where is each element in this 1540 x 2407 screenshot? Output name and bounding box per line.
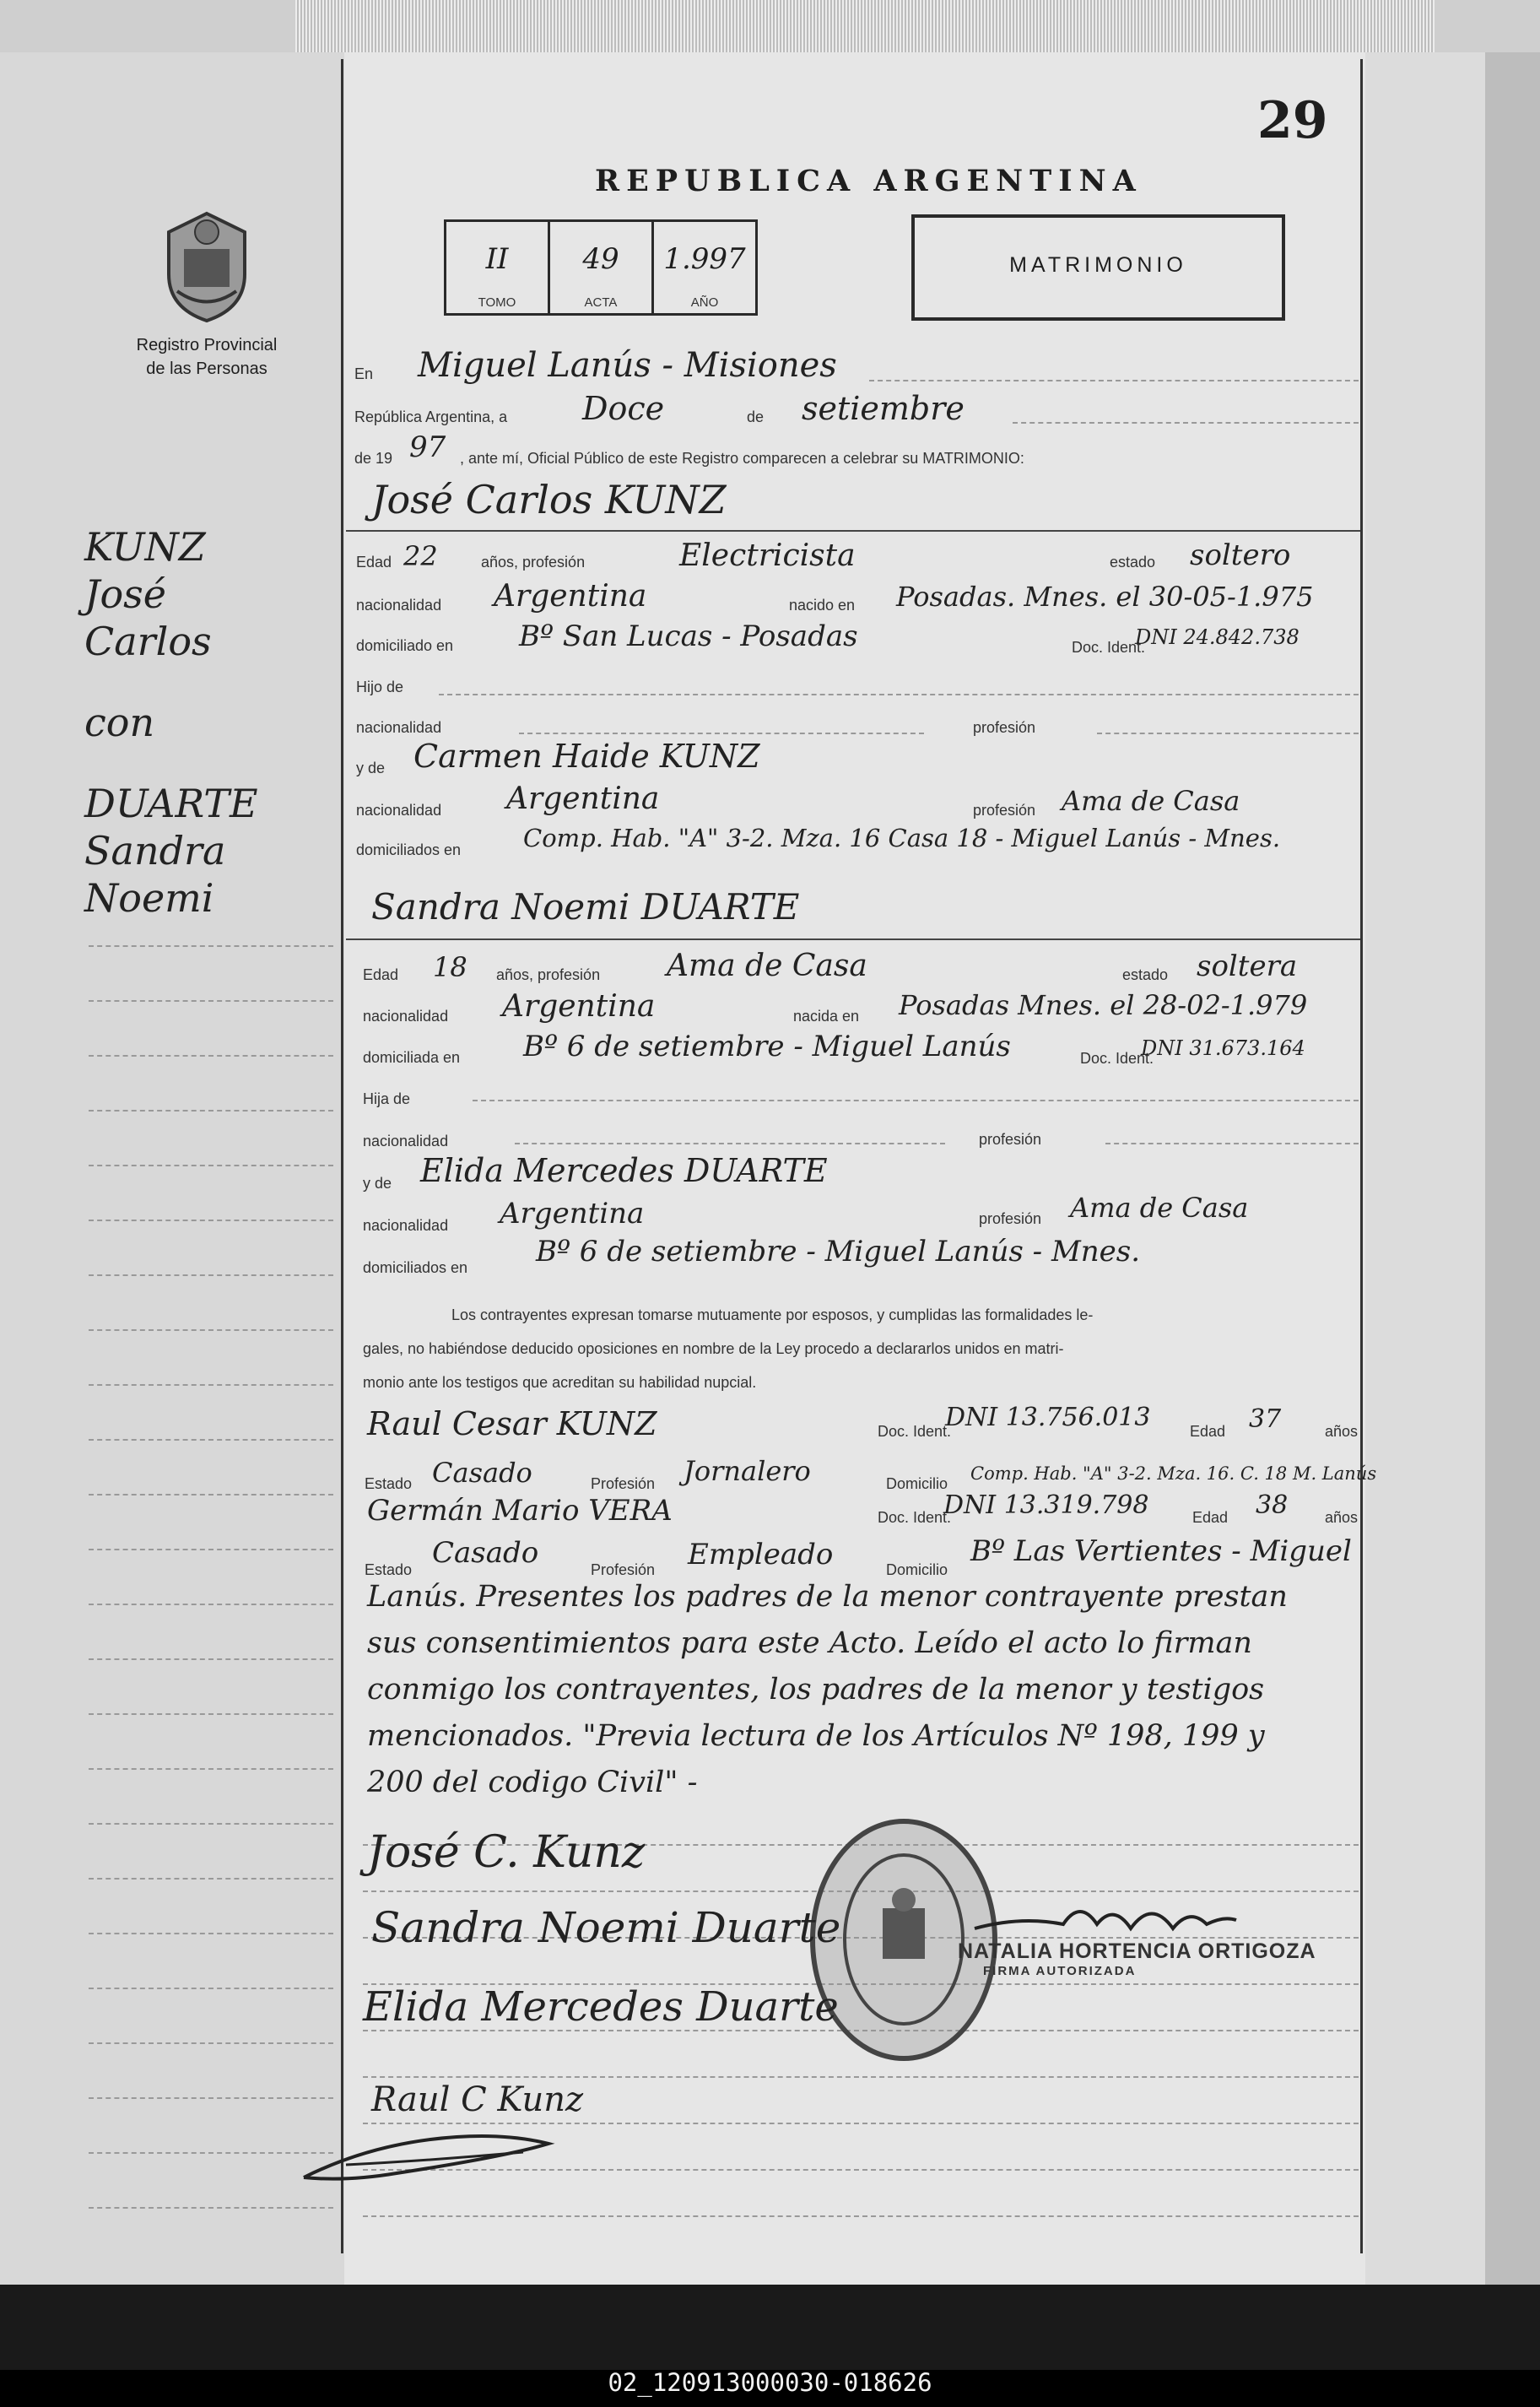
profesion-label: Profesión — [591, 1475, 656, 1492]
year-prefix: de 19 — [354, 450, 393, 467]
ano-cell — [654, 222, 755, 313]
image-caption: 02_120913000030-018626 — [608, 2368, 932, 2397]
hijo-label: Hijo de — [356, 679, 404, 695]
bride-mother: Elida Mercedes DUARTE — [420, 1152, 828, 1189]
bride-doc: DNI 31.673.164 — [1141, 1036, 1305, 1060]
official-title: FIRMA AUTORIZADA — [983, 1964, 1137, 1978]
fill-line — [1013, 422, 1359, 424]
edad-label: Edad — [363, 966, 399, 983]
en-label: En — [354, 365, 374, 382]
doc-label: Doc. Ident. — [878, 1423, 952, 1440]
witness-address: Bº Las Vertientes - Miguel — [970, 1534, 1352, 1568]
fill-line — [515, 1143, 945, 1144]
bride-address: Bº 6 de setiembre - Miguel Lanús — [523, 1030, 1011, 1063]
record-type-box — [911, 214, 1285, 321]
signature: Sandra Noemi Duarte — [371, 1903, 841, 1952]
fill-line — [869, 380, 1359, 381]
bride-mother-profession: Ama de Casa — [1070, 1192, 1249, 1224]
groom-profession: Electricista — [679, 538, 856, 573]
domiciliados-label: domiciliados en — [363, 1259, 468, 1276]
record-type: MATRIMONIO — [1009, 253, 1187, 277]
profesion-label: años, profesión — [481, 554, 586, 571]
year-suffix: 97 — [409, 430, 446, 464]
domiciliada-label: domiciliada en — [363, 1049, 461, 1066]
nacido-label: nacido en — [789, 597, 856, 614]
declaration — [363, 1298, 1359, 1399]
registry-name — [84, 333, 329, 381]
page-number: 29 — [1257, 91, 1328, 150]
notes-line: mencionados. "Previa lectura de los Artículos Nº 198, 199 y — [367, 1719, 1265, 1753]
section-rule — [346, 530, 1360, 532]
page-edges — [295, 0, 1435, 59]
tomo-acta-ano-box — [444, 219, 758, 316]
section-rule — [346, 938, 1360, 940]
bride-parents-address: Bº 6 de setiembre - Miguel Lanús - Mnes. — [536, 1235, 1141, 1268]
ano-value: 1.997 — [663, 242, 746, 276]
witness-age: 38 — [1256, 1490, 1289, 1520]
coat-of-arms-icon — [152, 207, 262, 329]
nacionalidad-label: nacionalidad — [363, 1133, 449, 1149]
fill-line — [519, 733, 924, 734]
right-page-edge — [1485, 52, 1540, 2285]
profesion-label: profesión — [973, 719, 1036, 736]
notes-line: conmigo los contrayentes, los padres de la menor y testigos — [367, 1673, 1265, 1707]
witness-address: Comp. Hab. "A" 3-2. Mza. 16. C. 18 M. Lanús — [970, 1463, 1377, 1484]
estado-label: estado — [1122, 966, 1169, 983]
handwritten-notes — [367, 1574, 1363, 1806]
witness-status: Casado — [432, 1457, 532, 1489]
nacionalidad-label: nacionalidad — [363, 1008, 449, 1025]
profesion-label: profesión — [979, 1210, 1042, 1227]
margin-note: DUARTE — [84, 781, 258, 826]
official-stamp — [958, 1939, 1316, 1978]
de-label: de — [747, 408, 765, 425]
declaration-line: gales, no habiéndose deducido oposiciones en nombre de la Ley procedo a declararlos unidos en matri- — [363, 1340, 1064, 1357]
signature: Raul C Kunz — [371, 2080, 584, 2119]
doc-label: Doc. Ident. — [1072, 639, 1146, 656]
acta-label: ACTA — [584, 295, 618, 310]
groom-doc: DNI 24.842.738 — [1135, 625, 1300, 649]
estado-label: estado — [1110, 554, 1156, 571]
groom-birth: Posadas. Mnes. el 30-05-1.975 — [896, 581, 1314, 613]
groom-address: Bº San Lucas - Posadas — [519, 619, 858, 653]
margin-note: con — [84, 700, 155, 745]
nacida-label: nacida en — [793, 1008, 860, 1025]
ano-label: AÑO — [690, 295, 719, 310]
bride-mother-nationality: Argentina — [500, 1197, 645, 1231]
groom-mother-profession: Ama de Casa — [1062, 785, 1240, 817]
place-value: Miguel Lanús - Misiones — [418, 346, 837, 385]
tomo-label: TOMO — [478, 295, 516, 310]
notes-line: sus consentimientos para este Acto. Leído el acto lo firman — [367, 1626, 1252, 1660]
witness-profession: Jornalero — [684, 1455, 811, 1487]
doc-label: Doc. Ident. — [878, 1509, 952, 1526]
nacionalidad-label: nacionalidad — [356, 802, 442, 819]
bride-birth: Posadas Mnes. el 28-02-1.979 — [899, 989, 1308, 1021]
edad-label: Edad — [1190, 1423, 1226, 1440]
nacionalidad-label: nacionalidad — [356, 597, 442, 614]
domiciliados-label: domiciliados en — [356, 841, 462, 858]
signature-flourish — [295, 2114, 574, 2194]
profesion-label: profesión — [973, 802, 1036, 819]
edad-label: Edad — [1192, 1509, 1229, 1526]
bride-age: 18 — [433, 951, 467, 983]
edad-label: Edad — [356, 554, 392, 571]
witness-doc: DNI 13.319.798 — [943, 1490, 1149, 1520]
estado-label: Estado — [365, 1475, 413, 1492]
margin-note: Carlos — [84, 619, 212, 664]
domicilio-label: Domicilio — [886, 1561, 948, 1578]
margin-note: Sandra — [84, 828, 226, 874]
profesion-label: Profesión — [591, 1561, 656, 1578]
margin-note: KUNZ — [84, 524, 206, 570]
acta-cell — [550, 222, 654, 313]
notes-line: Lanús. Presentes los padres de la menor contrayente prestan — [367, 1580, 1288, 1614]
bride-nationality: Argentina — [502, 989, 656, 1024]
witness-name: Raul Cesar KUNZ — [367, 1405, 657, 1442]
anos-label: años — [1325, 1509, 1359, 1526]
y-de-label: y de — [363, 1175, 392, 1192]
margin-note: José — [84, 571, 166, 617]
registry-line-1: Registro Provincial — [136, 336, 278, 354]
profesion-label: años, profesión — [496, 966, 601, 983]
fill-line — [439, 694, 1359, 695]
estado-label: Estado — [365, 1561, 413, 1578]
intro-text: , ante mí, Oficial Público de este Registro comparecen a celebrar su MATRIMONIO: — [460, 450, 1024, 467]
bride-profession: Ama de Casa — [667, 949, 867, 983]
nacionalidad-label: nacionalidad — [363, 1217, 449, 1234]
groom-age: 22 — [403, 540, 438, 572]
country-heading: REPUBLICA ARGENTINA — [595, 164, 1143, 198]
witness-status: Casado — [432, 1536, 539, 1570]
registry-line-2: de las Personas — [146, 360, 267, 378]
bride-name: Sandra Noemi DUARTE — [371, 886, 800, 928]
margin-column — [0, 52, 344, 2285]
declaration-line: monio ante los testigos que acreditan su habilidad nupcial. — [363, 1374, 757, 1391]
anos-label: años — [1325, 1423, 1359, 1440]
month-value: setiembre — [802, 390, 965, 427]
day-value: Doce — [582, 390, 665, 427]
domicilio-label: Domicilio — [886, 1475, 948, 1492]
margin-note: Noemi — [84, 875, 214, 921]
declaration-line: Los contrayentes expresan tomarse mutuamente por esposos, y cumplidas las formalidades le- — [451, 1306, 1094, 1323]
witness-profession: Empleado — [688, 1538, 834, 1571]
notes-line: 200 del codigo Civil" - — [367, 1766, 698, 1799]
nacionalidad-label: nacionalidad — [356, 719, 442, 736]
groom-civil-status: soltero — [1190, 538, 1291, 572]
acta-value: 49 — [582, 242, 619, 276]
domiciliado-label: domiciliado en — [356, 637, 454, 654]
witness-age: 37 — [1249, 1404, 1282, 1434]
witness-name: Germán Mario VERA — [367, 1494, 673, 1528]
signature: José C. Kunz — [367, 1827, 646, 1878]
groom-parents-address: Comp. Hab. "A" 3-2. Mza. 16 Casa 18 - Miguel Lanús - Mnes. — [523, 824, 1281, 852]
fill-line — [1097, 733, 1359, 734]
hija-label: Hija de — [363, 1090, 411, 1107]
groom-mother-nationality: Argentina — [506, 782, 660, 816]
signature: Elida Mercedes Duarte — [363, 1983, 839, 2031]
groom-name: José Carlos KUNZ — [371, 477, 727, 522]
left-border-line — [341, 59, 343, 2253]
fill-line — [1105, 1143, 1359, 1144]
profesion-label: profesión — [979, 1131, 1042, 1148]
doc-label: Doc. Ident. — [1080, 1050, 1154, 1067]
right-border-line — [1360, 59, 1363, 2253]
groom-mother: Carmen Haide KUNZ — [413, 738, 760, 775]
witness-doc: DNI 13.756.013 — [945, 1403, 1151, 1432]
republica-label: República Argentina, a — [354, 408, 508, 425]
bride-civil-status: soltera — [1197, 949, 1298, 983]
tomo-cell — [446, 222, 550, 313]
y-de-label: y de — [356, 760, 386, 776]
fill-line — [473, 1100, 1359, 1101]
margin-notes — [84, 523, 258, 922]
groom-nationality: Argentina — [494, 579, 647, 614]
official-name: NATALIA HORTENCIA ORTIGOZA — [958, 1939, 1316, 1963]
tomo-value: II — [485, 242, 509, 276]
